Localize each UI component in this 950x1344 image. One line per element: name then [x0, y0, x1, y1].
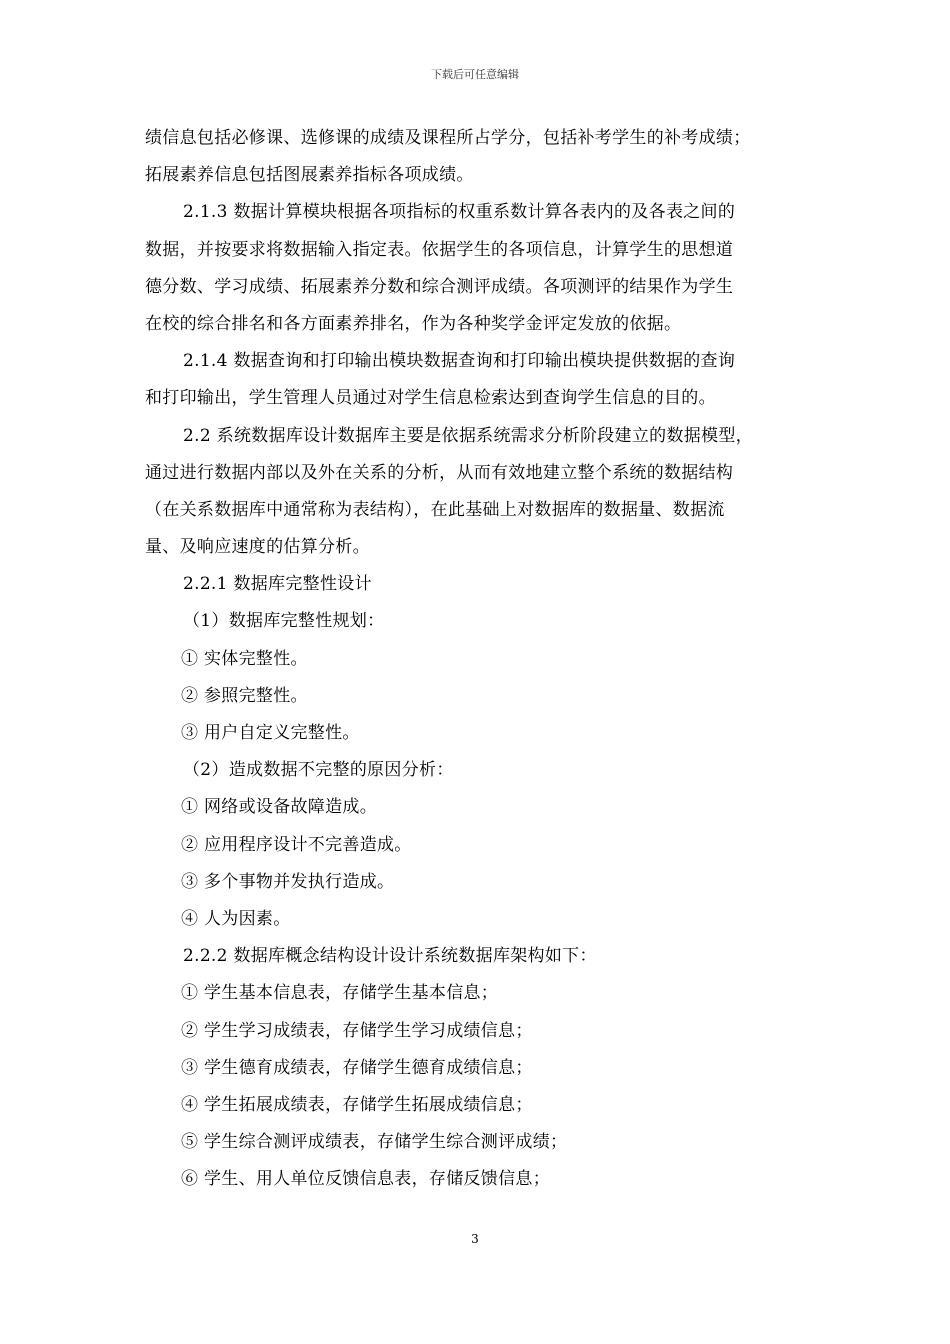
list-item: ② 参照完整性。 [181, 685, 308, 706]
list-item: ① 学生基本信息表，存储学生基本信息； [181, 983, 499, 1004]
subheading: （2）造成数据不完整的原因分析： [183, 760, 454, 781]
paragraph-start: 2.2 系统数据库设计数据库主要是依据系统需求分析阶段建立的数据模型， [183, 425, 753, 446]
text-line: 绩信息包括必修课、选修课的成绩及课程所占学分，包括补考学生的补考成绩； [145, 128, 751, 148]
paragraph-start: 2.1.3 数据计算模块根据各项指标的权重系数计算各表内的及各表之间的 [183, 202, 736, 223]
text-line: 拓展素养信息包括图展素养指标各项成绩。 [145, 165, 474, 186]
list-item: ① 实体完整性。 [181, 648, 308, 669]
list-item: ③ 多个事物并发执行造成。 [181, 871, 395, 892]
list-item: ② 应用程序设计不完善造成。 [181, 834, 412, 855]
list-item: ④ 人为因素。 [181, 908, 291, 929]
text-line: 和打印输出，学生管理人员通过对学生信息检索达到查询学生信息的目的。 [145, 388, 716, 409]
list-item: ① 网络或设备故障造成。 [181, 797, 378, 818]
paragraph-start: 2.1.4 数据查询和打印输出模块数据查询和打印输出模块提供数据的查询 [183, 351, 736, 372]
list-item: ⑥ 学生、用人单位反馈信息表，存储反馈信息； [181, 1169, 551, 1190]
document-body [145, 120, 813, 1198]
text-line: 数据，并按要求将数据输入指定表。依据学生的各项信息，计算学生的思想道 [145, 239, 734, 260]
list-item: ④ 学生拓展成绩表，存储学生拓展成绩信息； [181, 1094, 533, 1115]
page-number: 3 [471, 1232, 479, 1246]
list-item: ③ 学生德育成绩表，存储学生德育成绩信息； [181, 1057, 533, 1078]
list-item: ③ 用户自定义完整性。 [181, 723, 360, 743]
page-header: 下载后可任意编辑 [431, 68, 519, 81]
text-line: 通过进行数据内部以及外在关系的分析，从而有效地建立整个系统的数据结构 [145, 462, 734, 483]
text-line: 在校的综合排名和各方面素养排名，作为各种奖学金评定发放的依据。 [145, 313, 682, 334]
list-item: ② 学生学习成绩表，存储学生学习成绩信息； [181, 1020, 533, 1041]
text-line: 德分数、学习成绩、拓展素养分数和综合测评成绩。各项测评的结果作为学生 [145, 276, 734, 297]
list-item: ⑤ 学生综合测评成绩表，存储学生综合测评成绩； [181, 1132, 568, 1153]
section-heading: 2.2.2 数据库概念结构设计设计系统数据库架构如下： [183, 946, 597, 967]
text-line: （在关系数据库中通常称为表结构），在此基础上对数据库的数据量、数据流 [145, 499, 725, 520]
section-heading: 2.2.1 数据库完整性设计 [183, 574, 372, 595]
text-line: 量、及响应速度的估算分析。 [145, 537, 370, 558]
subheading: （1）数据库完整性规划： [183, 611, 385, 632]
